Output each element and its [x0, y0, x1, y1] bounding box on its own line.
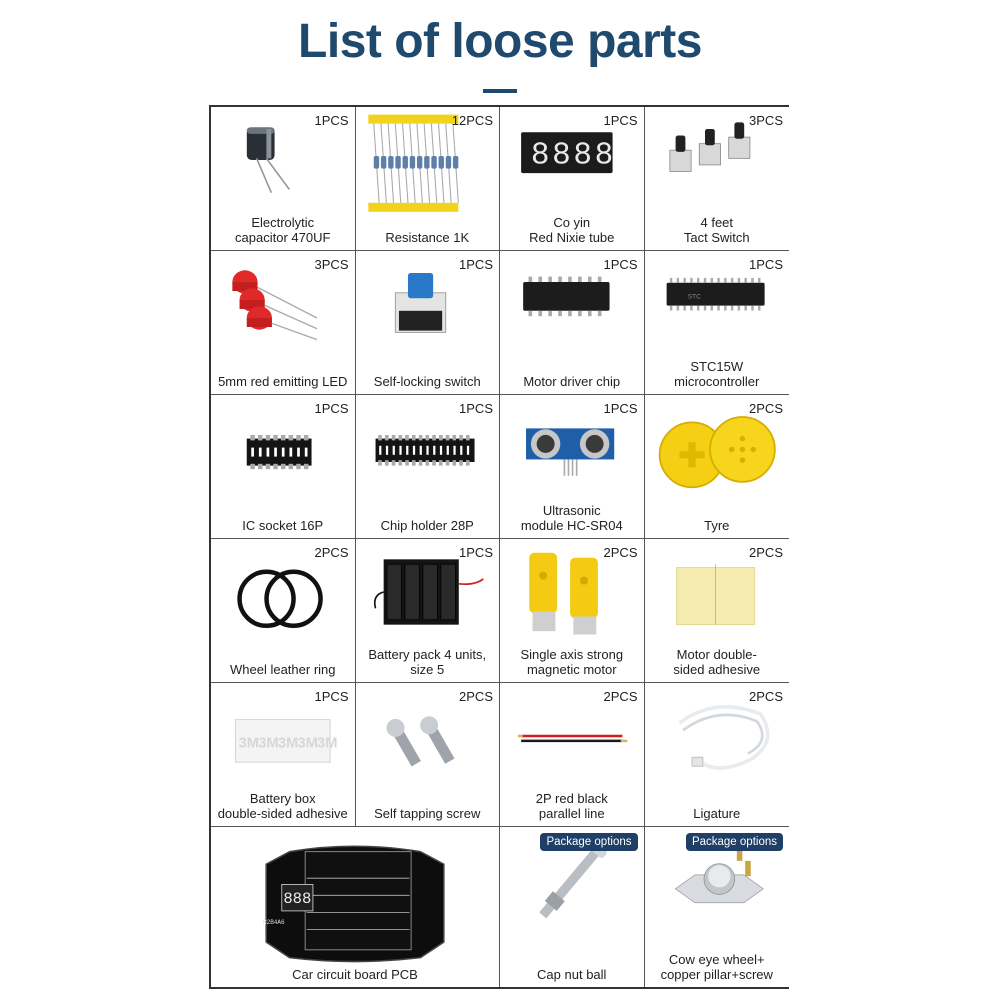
part-cell: [645, 539, 790, 683]
svg-text:3M: 3M: [277, 735, 299, 752]
part-name: Electrolytic capacitor 470UF: [235, 215, 331, 245]
part-cell: [211, 539, 356, 683]
part-quantity: 2PCS: [749, 545, 783, 560]
svg-text:8: 8: [292, 890, 303, 909]
part-name: 4 feet Tact Switch: [683, 215, 750, 245]
part-cell: [645, 395, 790, 539]
part-quantity: 2PCS: [459, 689, 493, 704]
part-cell: [356, 251, 501, 395]
part-name: Self tapping screw: [374, 806, 481, 821]
part-name: Cap nut ball: [537, 967, 607, 982]
part-name: IC socket 16P: [242, 518, 324, 533]
part-name: Battery box double-sided adhesive: [217, 791, 348, 821]
part-cell: [356, 683, 501, 827]
part-name: Single axis strong magnetic motor: [520, 647, 624, 677]
part-quantity: 3PCS: [749, 113, 783, 128]
part-name: Wheel leather ring: [230, 662, 336, 677]
bolt-icon: [506, 833, 638, 967]
part-name: Self-locking switch: [373, 374, 481, 389]
part-name: Chip holder 28P: [380, 518, 474, 533]
part-name: Tyre: [704, 518, 730, 533]
part-cell: [500, 107, 645, 251]
svg-text:8: 8: [283, 890, 293, 909]
part-quantity: 3PCS: [314, 257, 349, 272]
part-name: Co yin Red Nixie tube: [529, 215, 615, 245]
part-cell: [500, 395, 645, 539]
part-name: Motor double- sided adhesive: [673, 647, 761, 677]
part-quantity: 1PCS: [603, 257, 638, 272]
part-name: Car circuit board PCB: [292, 967, 418, 982]
svg-text:3M: 3M: [317, 735, 338, 752]
svg-text:3M: 3M: [238, 735, 260, 752]
part-quantity: 2PCS: [749, 689, 783, 704]
part-quantity: 2PCS: [603, 689, 638, 704]
svg-text:3M: 3M: [297, 735, 318, 752]
package-option-cell: [645, 827, 790, 987]
part-name: Battery pack 4 units, size 5: [368, 647, 487, 677]
part-cell: [356, 395, 501, 539]
part-name: STC15W microcontroller: [674, 359, 760, 389]
pcb-silkscreen-label: R2B4A6: [263, 919, 285, 926]
part-cell: [645, 251, 790, 395]
package-options-badge: Package options: [686, 833, 783, 851]
pcb-cell: [211, 827, 500, 987]
part-quantity: 12PCS: [451, 113, 493, 128]
part-quantity: 1PCS: [459, 545, 493, 560]
svg-text:8: 8: [573, 138, 593, 174]
part-name: Ligature: [693, 806, 741, 821]
pcb-icon: [217, 833, 493, 967]
part-quantity: 2PCS: [603, 545, 638, 560]
part-cell: [645, 683, 790, 827]
part-name: 2P red black parallel line: [535, 791, 608, 821]
page-title: List of loose parts: [298, 15, 702, 68]
svg-text:8: 8: [530, 138, 550, 174]
part-cell: [211, 251, 356, 395]
part-cell: [500, 683, 645, 827]
part-cell: [211, 395, 356, 539]
part-quantity: 1PCS: [603, 401, 638, 416]
part-quantity: 2PCS: [749, 401, 783, 416]
part-cell: [645, 107, 790, 251]
svg-text:STC: STC: [687, 293, 701, 301]
part-cell: [211, 683, 356, 827]
part-quantity: 1PCS: [749, 257, 783, 272]
part-quantity: 1PCS: [314, 113, 349, 128]
part-cell: [356, 107, 501, 251]
part-cell: [356, 539, 501, 683]
package-option-cell: [500, 827, 645, 987]
title-underline: [483, 89, 517, 93]
caster-wheel-icon: [651, 833, 784, 953]
part-cell: [211, 107, 356, 251]
part-name: Ultrasonic module HC-SR04: [520, 503, 623, 533]
svg-text:8: 8: [594, 138, 614, 174]
svg-text:8: 8: [302, 890, 312, 909]
svg-text:8: 8: [552, 138, 571, 174]
package-options-badge: Package options: [540, 833, 637, 851]
part-name: Cow eye wheel+ copper pillar+screw: [660, 952, 773, 982]
part-name: 5mm red emitting LED: [218, 374, 348, 389]
part-quantity: 2PCS: [314, 545, 349, 560]
part-name: Motor driver chip: [523, 374, 621, 389]
parts-grid: [209, 105, 789, 989]
part-quantity: 1PCS: [459, 257, 493, 272]
part-quantity: 1PCS: [459, 401, 493, 416]
part-cell: [500, 251, 645, 395]
svg-text:3M: 3M: [258, 735, 279, 752]
part-cell: [500, 539, 645, 683]
part-quantity: 1PCS: [314, 689, 349, 704]
part-quantity: 1PCS: [603, 113, 638, 128]
part-name: Resistance 1K: [385, 230, 470, 245]
part-quantity: 1PCS: [314, 401, 349, 416]
